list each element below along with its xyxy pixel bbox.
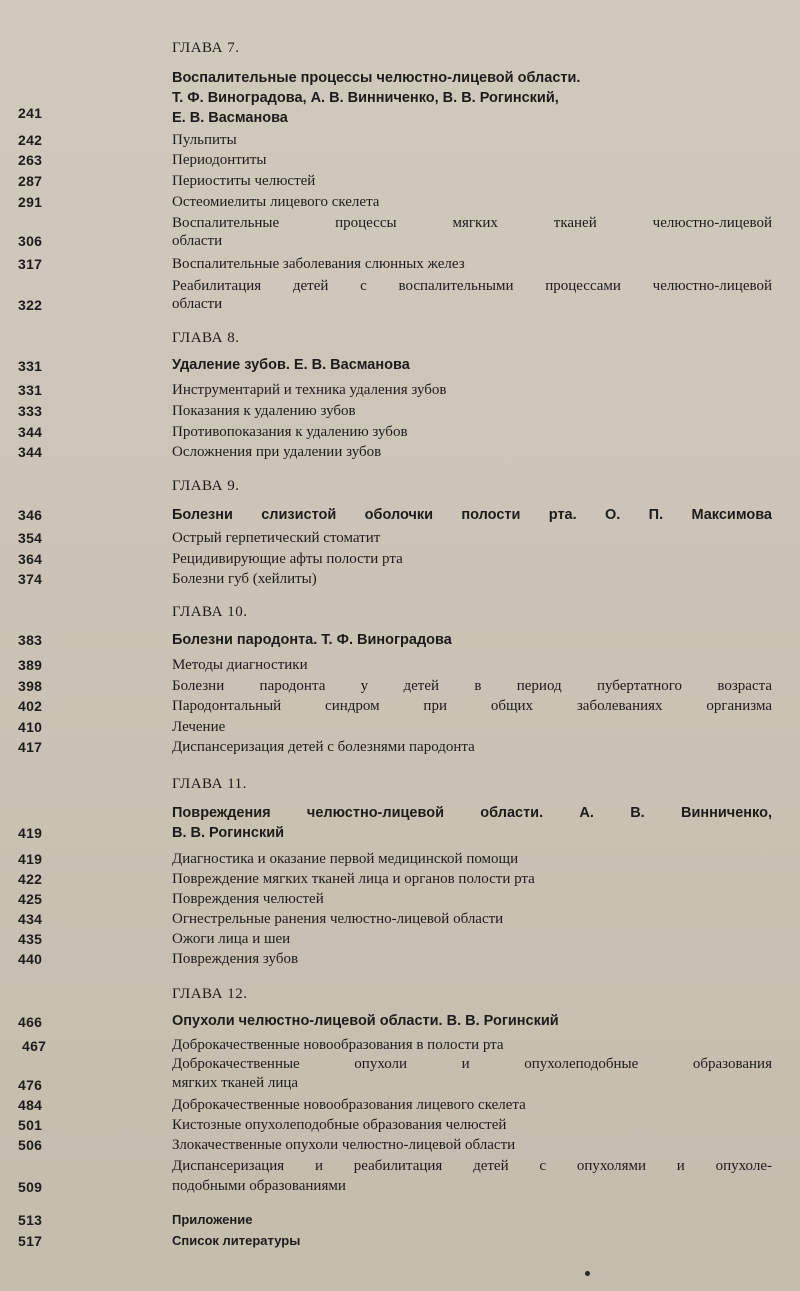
toc-page: 287 [18, 173, 43, 189]
chapter-7-page: 241 [18, 105, 43, 121]
chapter-10-label: ГЛАВА 10. [172, 604, 248, 620]
toc-page: 501 [18, 1117, 43, 1133]
toc-page: 364 [18, 551, 43, 567]
chapter-12-label: ГЛАВА 12. [172, 986, 248, 1002]
toc-entry-line1: Реабилитация детей с воспалительными процессами челюстно-лицевой [172, 278, 772, 294]
toc-page: 484 [18, 1097, 43, 1113]
chapter-9-label: ГЛАВА 9. [172, 478, 240, 494]
toc-entry-line1: Воспалительные процессы мягких тканей челюстно-лицевой [172, 215, 772, 231]
chapter-9-page: 346 [18, 507, 43, 523]
toc-page: 374 [18, 571, 43, 587]
toc-entry: Рецидивирующие афты полости рта [172, 551, 403, 567]
toc-entry: Пульпиты [172, 132, 237, 148]
toc-page: 402 [18, 698, 43, 714]
chapter-7-heading-line2: Т. Ф. Виноградова, А. В. Винниченко, В. В. Рогинский, [172, 90, 559, 106]
toc-page: 509 [18, 1179, 43, 1195]
toc-entry: Доброкачественные новообразования в полости рта [172, 1037, 504, 1053]
toc-entry: Острый герпетический стоматит [172, 530, 381, 546]
toc-entry: Болезни пародонта у детей в период пубертатного возраста [172, 678, 772, 694]
references-title: Список литературы [172, 1233, 301, 1248]
toc-entry: Диагностика и оказание первой медицинской помощи [172, 851, 519, 867]
toc-entry: Повреждения челюстей [172, 891, 324, 907]
toc-page: 306 [18, 233, 43, 249]
toc-page: 410 [18, 719, 43, 735]
chapter-12-page: 466 [18, 1014, 43, 1030]
appendix-title: Приложение [172, 1212, 253, 1227]
toc-entry: Остеомиелиты лицевого скелета [172, 194, 380, 210]
toc-entry-line1: Доброкачественные опухоли и опухолеподобные образования [172, 1056, 772, 1072]
toc-entry: Периодонтиты [172, 152, 267, 168]
toc-page: 506 [18, 1137, 43, 1153]
chapter-10-page: 383 [18, 632, 43, 648]
toc-page: 263 [18, 152, 43, 168]
chapter-11-heading-line2: В. В. Рогинский [172, 825, 285, 841]
toc-entry: Показания к удалению зубов [172, 403, 356, 419]
toc-entry-line1: Диспансеризация и реабилитация детей с опухолями и опухоле- [172, 1158, 772, 1174]
toc-entry: Лечение [172, 719, 226, 735]
toc-entry: Кистозные опухолеподобные образования челюстей [172, 1117, 507, 1133]
chapter-8-page: 331 [18, 358, 43, 374]
toc-entry: Злокачественные опухоли челюстно-лицевой области [172, 1137, 516, 1153]
toc-entry: Осложнения при удалении зубов [172, 444, 382, 460]
toc-page: 425 [18, 891, 43, 907]
chapter-8-heading: Удаление зубов. Е. В. Васманова [172, 357, 410, 373]
toc-page: 291 [18, 194, 43, 210]
chapter-8-label: ГЛАВА 8. [172, 330, 240, 346]
toc-entry-line2: области [172, 233, 223, 249]
toc-entry: Воспалительные заболевания слюнных желез [172, 256, 465, 272]
toc-page: 317 [18, 256, 43, 272]
chapter-11-page: 419 [18, 825, 43, 841]
toc-entry: Периоститы челюстей [172, 173, 316, 189]
toc-entry: Болезни губ (хейлиты) [172, 571, 317, 587]
appendix-page: 513 [18, 1212, 43, 1228]
toc-entry: Повреждение мягких тканей лица и органов полости рта [172, 871, 535, 887]
toc-entry-line2: области [172, 296, 223, 312]
toc-page: 331 [18, 382, 43, 398]
chapter-11-label: ГЛАВА 11. [172, 776, 247, 792]
toc-entry: Диспансеризация детей с болезнями пародонта [172, 739, 475, 755]
toc-entry: Инструментарий и техника удаления зубов [172, 382, 447, 398]
chapter-11-heading-line1: Повреждения челюстно-лицевой области. А. В. Винниченко, [172, 805, 772, 821]
toc-entry: Огнестрельные ранения челюстно-лицевой области [172, 911, 504, 927]
toc-page: 440 [18, 951, 43, 967]
toc-page: 344 [18, 424, 43, 440]
toc-page: 322 [18, 297, 43, 313]
toc-page: 242 [18, 132, 43, 148]
toc-page: 417 [18, 739, 43, 755]
toc-page: 419 [18, 851, 43, 867]
chapter-12-heading: Опухоли челюстно-лицевой области. В. В. Рогинский [172, 1013, 559, 1029]
references-page: 517 [18, 1233, 43, 1249]
ink-dot [585, 1271, 590, 1276]
toc-entry: Доброкачественные новообразования лицевого скелета [172, 1097, 526, 1113]
toc-page: 422 [18, 871, 43, 887]
toc-page: 435 [18, 931, 43, 947]
toc-page: 476 [18, 1077, 43, 1093]
chapter-9-heading: Болезни слизистой оболочки полости рта. О. П. Максимова [172, 507, 772, 523]
toc-page: 398 [18, 678, 43, 694]
toc-page: 434 [18, 911, 43, 927]
toc-entry: Ожоги лица и шеи [172, 931, 291, 947]
chapter-10-heading: Болезни пародонта. Т. Ф. Виноградова [172, 632, 452, 648]
chapter-7-label: ГЛАВА 7. [172, 40, 240, 56]
toc-page: 333 [18, 403, 43, 419]
toc-entry: Пародонтальный синдром при общих заболеваниях организма [172, 698, 772, 714]
toc-page: 354 [18, 530, 43, 546]
toc-entry-line2: мягких тканей лица [172, 1075, 299, 1091]
toc-page: 467 [22, 1038, 47, 1054]
toc-page: 389 [18, 657, 43, 673]
toc-entry: Повреждения зубов [172, 951, 299, 967]
toc-entry: Методы диагностики [172, 657, 308, 673]
toc-entry: Противопоказания к удалению зубов [172, 424, 408, 440]
toc-page: 344 [18, 444, 43, 460]
toc-entry-line2: подобными образованиями [172, 1178, 346, 1194]
chapter-7-heading-line1: Воспалительные процессы челюстно-лицевой области. [172, 70, 581, 86]
chapter-7-heading-line3: Е. В. Васманова [172, 110, 288, 126]
